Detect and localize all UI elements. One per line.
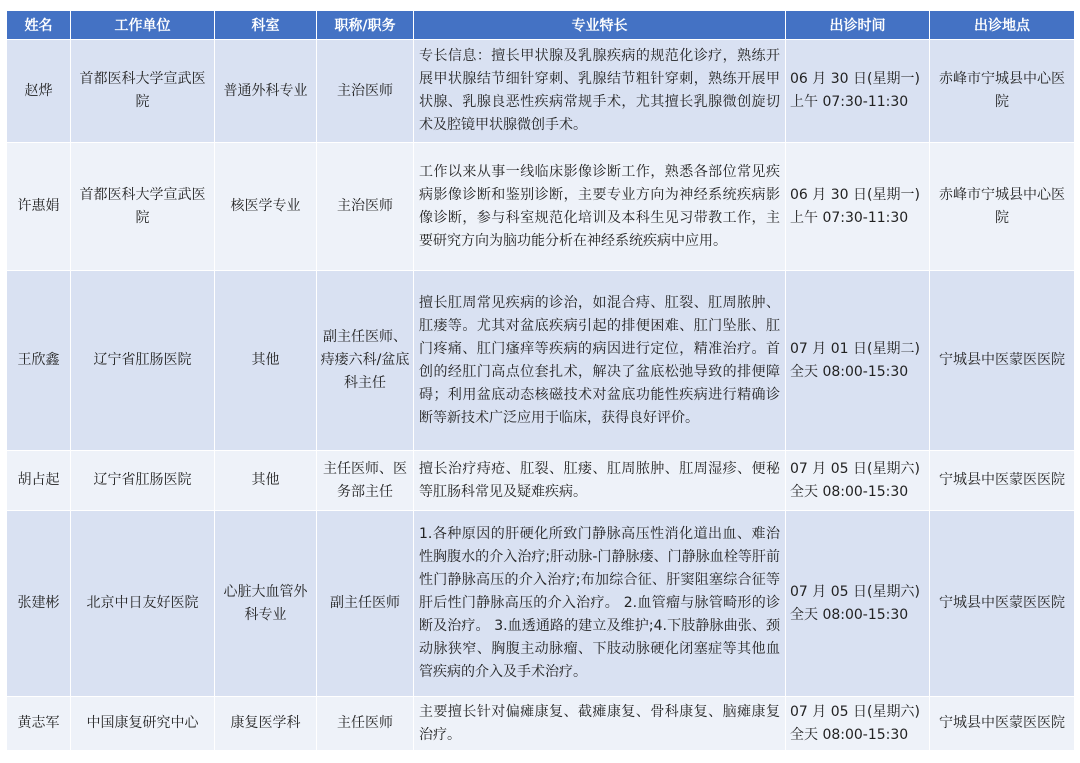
cell-title: 主任医师、医务部主任 <box>317 451 414 511</box>
time-date: 07 月 05 日(星期六) <box>790 583 920 600</box>
cell-title: 主任医师 <box>317 697 414 751</box>
table-row <box>7 697 1075 751</box>
time-hours: 上午 07:30-11:30 <box>790 94 909 110</box>
cell-specialty: 主要擅长针对偏瘫康复、截瘫康复、骨科康复、脑瘫康复治疗。 <box>414 697 786 751</box>
cell-name: 张建彬 <box>7 511 71 697</box>
cell-place: 赤峰市宁城县中心医院 <box>930 40 1075 143</box>
header-title: 职称/职务 <box>317 11 414 40</box>
cell-time <box>786 271 930 451</box>
time-date: 06 月 30 日(星期一) <box>790 71 920 87</box>
header-place: 出诊地点 <box>930 11 1075 40</box>
cell-unit: 首都医科大学宣武医院 <box>71 143 215 271</box>
cell-title: 主治医师 <box>317 40 414 143</box>
table-row <box>7 451 1075 511</box>
cell-name: 王欣鑫 <box>7 271 71 451</box>
cell-title: 副主任医师、痔瘘六科/盆底科主任 <box>317 271 414 451</box>
header-specialty: 专业特长 <box>414 11 786 40</box>
header-name: 姓名 <box>7 11 71 40</box>
time-hours: 全天 08:00-15:30 <box>790 606 909 623</box>
cell-specialty: 专长信息：擅长甲状腺及乳腺疾病的规范化诊疗，熟练开展甲状腺结节细针穿刺、乳腺结节粗针穿刺，熟练开展甲状腺、乳腺良恶性疾病常规手术，尤其擅长乳腺微创旋切术及腔镜甲状腺微创手术。 <box>414 40 786 143</box>
schedule-table-wrapper <box>6 10 1074 751</box>
time-hours: 全天 08:00-15:30 <box>790 483 909 500</box>
cell-dept: 核医学专业 <box>215 143 317 271</box>
time-hours: 上午 07:30-11:30 <box>790 209 909 226</box>
time-date: 07 月 01 日(星期二) <box>790 340 920 357</box>
cell-place: 赤峰市宁城县中心医院 <box>930 143 1075 271</box>
doctor-schedule-table <box>6 10 1075 751</box>
cell-place: 宁城县中医蒙医医院 <box>930 271 1075 451</box>
cell-title: 副主任医师 <box>317 511 414 697</box>
cell-time <box>786 451 930 511</box>
cell-place: 宁城县中医蒙医医院 <box>930 697 1075 751</box>
cell-time <box>786 143 930 271</box>
table-row <box>7 143 1075 271</box>
cell-place: 宁城县中医蒙医医院 <box>930 451 1075 511</box>
cell-dept: 其他 <box>215 271 317 451</box>
time-date: 07 月 05 日(星期六) <box>790 460 920 477</box>
time-hours: 全天 08:00-15:30 <box>790 363 909 380</box>
table-row <box>7 271 1075 451</box>
time-hours: 全天 08:00-15:30 <box>790 726 909 743</box>
table-row <box>7 40 1075 143</box>
cell-name: 胡占起 <box>7 451 71 511</box>
cell-unit: 北京中日友好医院 <box>71 511 215 697</box>
cell-unit: 首都医科大学宣武医院 <box>71 40 215 143</box>
cell-name: 许惠娟 <box>7 143 71 271</box>
cell-place: 宁城县中医蒙医医院 <box>930 511 1075 697</box>
cell-dept: 心脏大血管外科专业 <box>215 511 317 697</box>
time-date: 06 月 30 日(星期一) <box>790 186 920 203</box>
header-time: 出诊时间 <box>786 11 930 40</box>
cell-unit: 中国康复研究中心 <box>71 697 215 751</box>
cell-time <box>786 511 930 697</box>
cell-unit: 辽宁省肛肠医院 <box>71 451 215 511</box>
cell-time <box>786 697 930 751</box>
header-dept: 科室 <box>215 11 317 40</box>
cell-dept: 其他 <box>215 451 317 511</box>
cell-time <box>786 40 930 143</box>
header-unit: 工作单位 <box>71 11 215 40</box>
cell-dept: 康复医学科 <box>215 697 317 751</box>
cell-specialty: 擅长肛周常见疾病的诊治，如混合痔、肛裂、肛周脓肿、肛瘘等。尤其对盆底疾病引起的排便困难、肛门坠胀、肛门疼痛、肛门瘙痒等疾病的病因进行定位，精准治疗。首创的经肛门高点位套扎术，解决了盆底松弛导致的排便障碍；利用盆底动态核磁技术对盆底功能性疾病进行精确诊断等新技术广泛应用于临床，获得良好评价。 <box>414 271 786 451</box>
table-header-row <box>7 11 1075 40</box>
cell-specialty: 1.各种原因的肝硬化所致门静脉高压性消化道出血、难治性胸腹水的介入治疗;肝动脉-门静脉瘘、门静脉血栓等肝前性门静脉高压的介入治疗;布加综合征、肝窦阻塞综合征等肝后性门静脉高压的介入治疗。 2.血管瘤与脉管畸形的诊断及治疗。 3.血透通路的建立及维护;4.下肢静脉曲张、颈动脉狭窄、胸腹主动脉瘤、下肢动脉硬化闭塞症等其他血管疾病的介入及手术治疗。 <box>414 511 786 697</box>
cell-name: 黄志军 <box>7 697 71 751</box>
cell-dept: 普通外科专业 <box>215 40 317 143</box>
cell-title: 主治医师 <box>317 143 414 271</box>
cell-name: 赵烨 <box>7 40 71 143</box>
cell-specialty: 擅长治疗痔疮、肛裂、肛瘘、肛周脓肿、肛周湿疹、便秘等肛肠科常见及疑难疾病。 <box>414 451 786 511</box>
table-row <box>7 511 1075 697</box>
cell-unit: 辽宁省肛肠医院 <box>71 271 215 451</box>
cell-specialty: 工作以来从事一线临床影像诊断工作，熟悉各部位常见疾病影像诊断和鉴别诊断，主要专业方向为神经系统疾病影像诊断，参与科室规范化培训及本科生见习带教工作，主要研究方向为脑功能分析在神经系统疾病中应用。 <box>414 143 786 271</box>
time-date: 07 月 05 日(星期六) <box>790 703 920 720</box>
